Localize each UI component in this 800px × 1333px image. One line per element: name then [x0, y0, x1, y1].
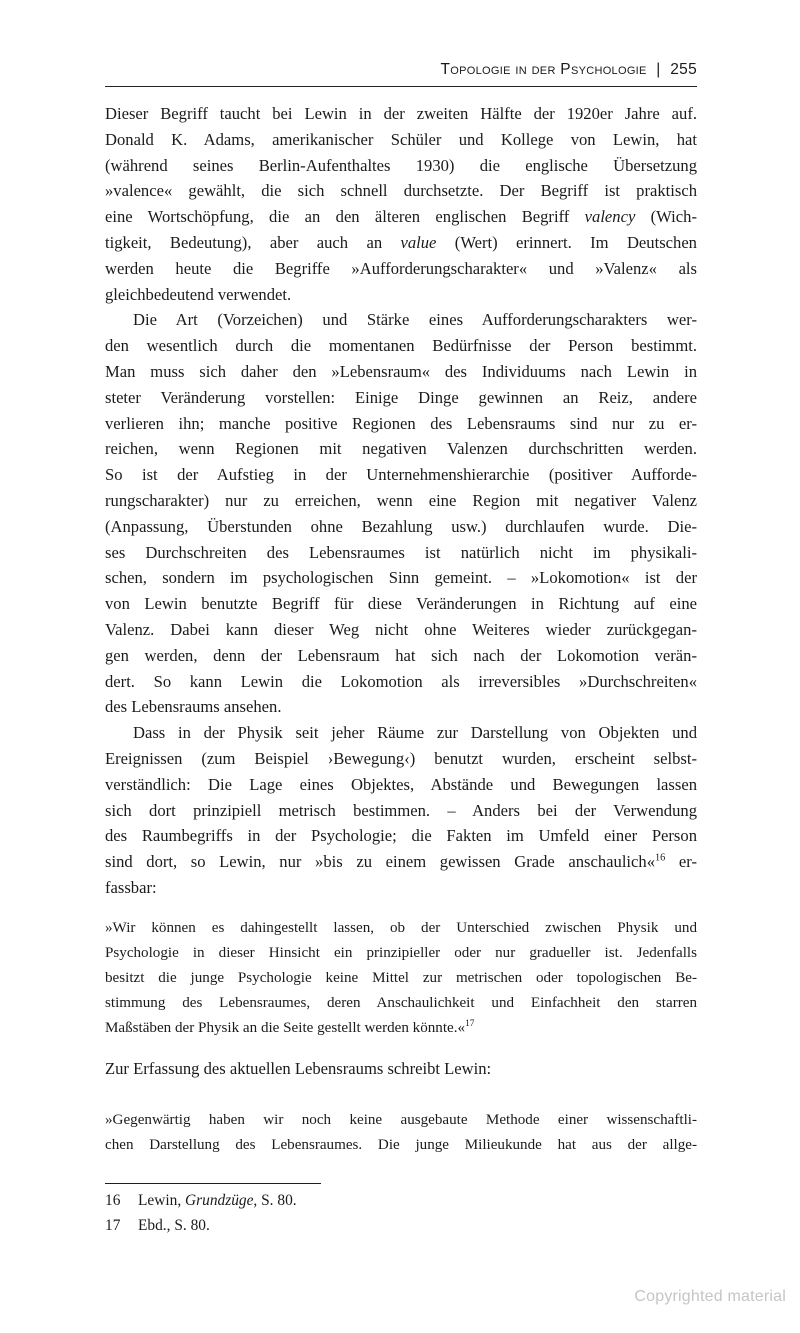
footnote-item: [105, 1213, 697, 1238]
text-line: Valenz. Dabei kann dieser Weg nicht ohne Weiteres wieder zurückgegan-: [105, 619, 697, 639]
text-line: Ereignissen (zum Beispiel ›Bewegung‹) benutzt wurden, erscheint selbst-: [105, 748, 697, 768]
text-line: »Gegenwärtig haben wir noch keine ausgebaute Methode einer wissenschaftli-: [105, 1111, 697, 1128]
text-line: ses Durchschreiten des Lebensraumes ist natürlich nicht im physikali-: [105, 542, 697, 562]
quote-block: [105, 1108, 697, 1158]
text-line: sind dort, so Lewin, nur »bis zu einem gewissen Grade anschaulich«$^{16}$ er-: [105, 852, 697, 872]
text-line: (während seines Berlin-Aufenthaltes 1930) die englische Übersetzung: [105, 155, 697, 175]
running-title: Topologie in der Psychologie: [440, 61, 647, 78]
footnote-list: [105, 1188, 697, 1238]
page-body: [105, 101, 697, 1158]
footnote-number: 16: [105, 1192, 121, 1209]
paragraph-block: [105, 307, 697, 720]
text-line: des Raumbegriffs in der Psychologie; die Fakten im Umfeld einer Person: [105, 826, 697, 846]
text-line: schen, sondern im psychologischen Sinn gemeint. – »Lokomotion« ist der: [105, 568, 697, 588]
text-line: Zur Erfassung des aktuellen Lebensraums schreibt Lewin:: [105, 1058, 492, 1078]
footnote-number: 17: [105, 1217, 121, 1234]
text-line: Man muss sich daher den »Lebensraum« des Individuums nach Lewin in: [105, 361, 697, 381]
paragraph-block: [105, 720, 697, 901]
text-line: gen werden, denn der Lebensraum hat sich nach der Lokomotion verän-: [105, 645, 697, 665]
text-line: des Lebensraums ansehen.: [105, 697, 282, 717]
footnote-rule: [105, 1183, 321, 1184]
text-line: Donald K. Adams, amerikanischer Schüler und Kollege von Lewin, hat: [105, 129, 697, 149]
text-line: dert. So kann Lewin die Lokomotion als irreversibles »Durchschreiten«: [105, 671, 697, 691]
text-line: chen Darstellung des Lebensraumes. Die junge Milieukunde hat aus der allge-: [105, 1136, 697, 1153]
text-line: Maßstäben der Physik an die Seite gestellt werden könnte.«$^{17}$: [105, 1018, 475, 1036]
text-line: (Anpassung, Überstunden ohne Bezahlung usw.) durchlaufen wurde. Die-: [105, 516, 697, 536]
page-header: [105, 59, 697, 87]
text-line: Dieser Begriff taucht bei Lewin in der zweiten Hälfte der 1920er Jahre auf.: [105, 104, 697, 123]
paragraph-block: [105, 1056, 697, 1082]
text-line: sich dort prinzipiell metrisch bestimmen. – Anders bei der Verwendung: [105, 800, 697, 820]
footnote-item: [105, 1188, 697, 1213]
text-line: fassbar:: [105, 877, 157, 897]
text-line: »valence« gewählt, die sich schnell durchsetzte. Der Begriff ist praktisch: [105, 181, 697, 201]
text-line: »Wir können es dahingestellt lassen, ob der Unterschied zwischen Physik und: [105, 919, 697, 936]
text-line: Psychologie in dieser Hinsicht ein prinzipieller oder nur gradueller ist. Jedenfalls: [105, 944, 697, 961]
text-line: werden heute die Begriffe »Aufforderungscharakter« und »Valenz« als: [105, 258, 697, 278]
header-separator: |: [656, 61, 661, 78]
text-line: gleichbedeutend verwendet.: [105, 284, 292, 304]
footnotes-section: [105, 1183, 697, 1238]
text-line: steter Veränderung vorstellen: Einige Dinge gewinnen an Reiz, andere: [105, 387, 697, 407]
quote-block: [105, 916, 697, 1041]
text-line: reichen, wenn Regionen mit negativen Valenzen durchschritten werden.: [105, 439, 697, 459]
page-number: 255: [670, 61, 697, 78]
footnote-text: Lewin, Grundzüge, S. 80.: [138, 1192, 297, 1209]
text-line: den wesentlich durch die momentanen Bedürfnisse der Person bestimmt.: [105, 336, 697, 356]
text-line: besitzt die junge Psychologie keine Mittel zur metrischen oder topologischen Be-: [105, 969, 697, 986]
text-line: Dass in der Physik seit jeher Räume zur Darstellung von Objekten und: [133, 723, 697, 743]
text-line: von Lewin benutzte Begriff für diese Veränderungen in Richtung auf eine: [105, 594, 697, 614]
text-line: eine Wortschöpfung, die an den älteren englischen Begriff valency (Wich-: [105, 207, 697, 227]
watermark-label: Copyrighted material: [634, 1288, 786, 1305]
text-line: rungscharakter) nur zu erreichen, wenn eine Region mit negativer Valenz: [105, 490, 697, 510]
text-line: tigkeit, Bedeutung), aber auch an value (Wert) erinnert. Im Deutschen: [105, 232, 697, 252]
paragraph-block: [105, 101, 697, 307]
text-line: verständlich: Die Lage eines Objektes, Abstände und Bewegungen lassen: [105, 774, 697, 794]
text-line: Die Art (Vorzeichen) und Stärke eines Aufforderungscharakters wer-: [133, 310, 697, 330]
footnote-text: Ebd., S. 80.: [138, 1217, 210, 1234]
text-line: verlieren ihn; manche positive Regionen des Lebensraums sind nur zu er-: [105, 413, 697, 433]
text-line: So ist der Aufstieg in der Unternehmenshierarchie (positiver Aufforde-: [105, 465, 697, 485]
text-line: stimmung des Lebensraumes, deren Anschaulichkeit und Einfachheit den starren: [105, 994, 697, 1011]
